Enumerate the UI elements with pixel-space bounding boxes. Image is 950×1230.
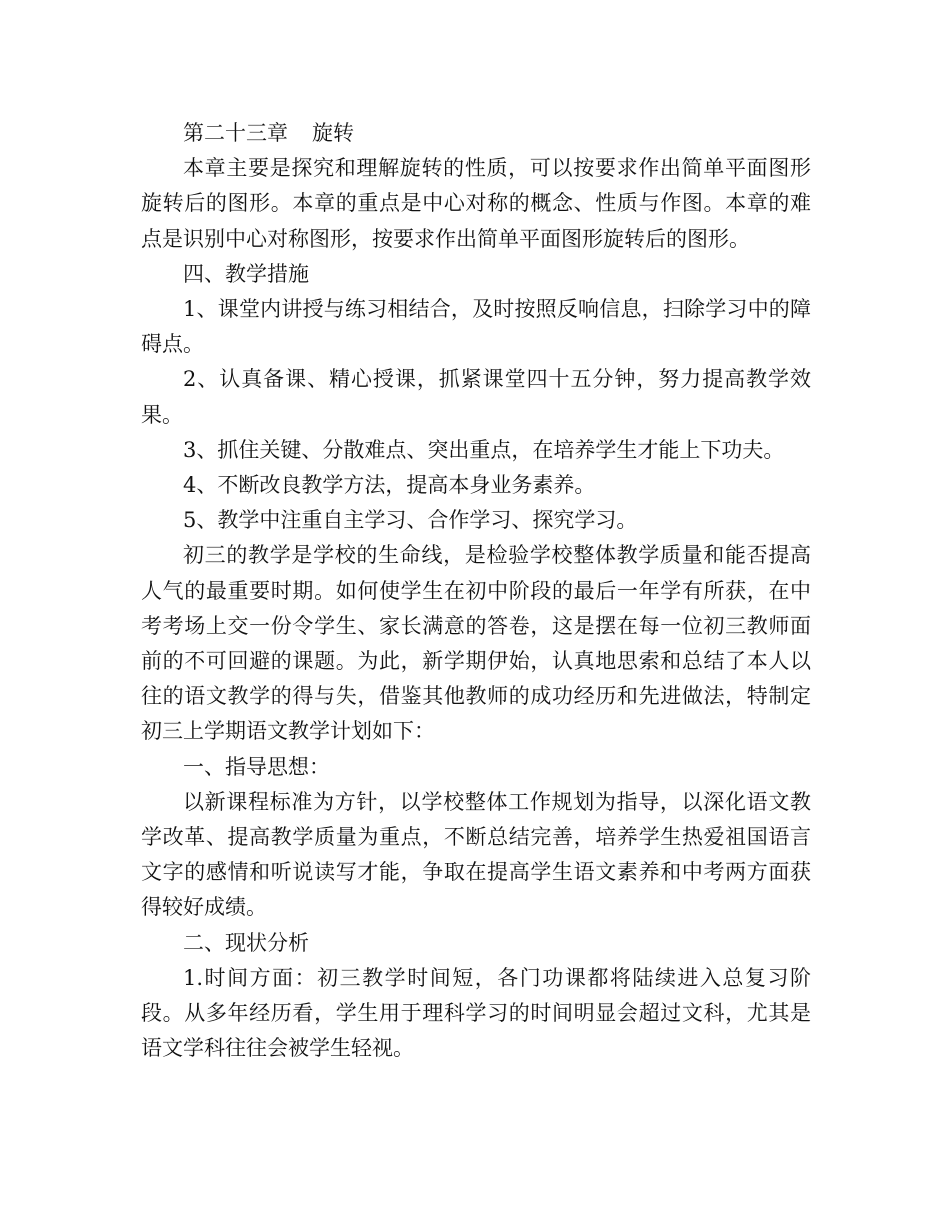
list-item-measure-1: 1、课堂内讲授与练习相结合，及时按照反响信息，扫除学习中的障碍点。 [141,297,811,357]
paragraph-chapter-summary: 本章主要是探究和理解旋转的性质，可以按要求作出简单平面图形旋转后的图形。本章的重点是中心对称的概念、性质与作图。本章的难点是识别中心对称图形，按要求作出简单平面图形旋转后的图形。 [141,156,811,251]
paragraph-introduction: 初三的教学是学校的生命线，是检验学校整体教学质量和能否提高人气的最重要时期。如何使学生在初中阶段的最后一年学有所获，在中考考场上交一份令学生、家长满意的答卷，这是摆在每一位初三教师面前的不可回避的课题。为此，新学期伊始，认真地思索和总结了本人以往的语文教学的得与失，借鉴其他教师的成功经历和先进做法，特制定初三上学期语文教学计划如下： [141,543,811,744]
chapter-heading [141,116,811,151]
paragraph-guiding-ideology: 以新课程标准为方针，以学校整体工作规划为指导，以深化语文教学改革、提高教学质量为重点，不断总结完善，培养学生热爱祖国语言文字的感情和听说读写才能，争取在提高学生语文素养和中考两方面获得较好成绩。 [141,789,811,920]
section-heading-status-analysis: 二、现状分析 [183,930,309,955]
list-item-measure-5: 5、教学中注重自主学习、合作学习、探究学习。 [183,508,638,533]
list-item-measure-2: 2、认真备课、精心授课，抓紧课堂四十五分钟，努力提高教学效果。 [141,367,811,427]
list-item-measure-4: 4、不断改良教学方法，提高本身业务素养。 [183,473,596,498]
chapter-title: 旋转 [312,121,354,145]
section-heading-teaching-measures: 四、教学措施 [183,261,309,286]
document-page [141,116,811,1066]
chapter-number: 第二十三章 [183,121,288,145]
list-item-measure-3: 3、抓住关键、分散难点、突出重点，在培养学生才能上下功夫。 [183,437,785,462]
paragraph-time-analysis: 1.时间方面：初三教学时间短，各门功课都将陆续进入总复习阶段。从多年经历看，学生用于理科学习的时间明显会超过文科，尤其是语文学科往往会被学生轻视。 [141,965,811,1061]
section-heading-guiding-ideology: 一、指导思想： [183,754,330,779]
